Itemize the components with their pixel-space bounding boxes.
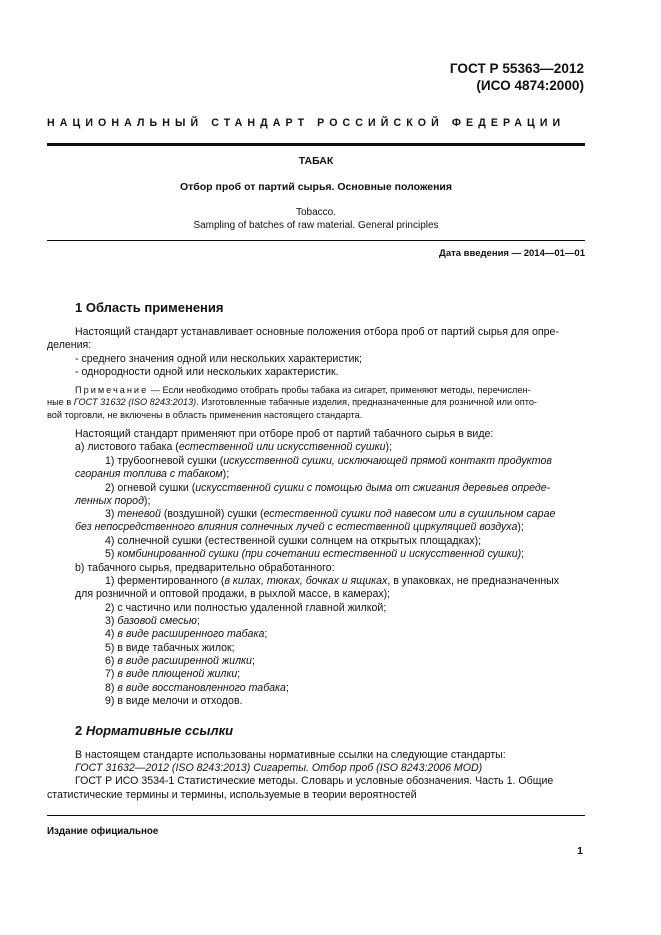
section-2-heading: 2 Нормативные ссылки bbox=[75, 723, 234, 738]
list-item-a2-continuation: ленных пород); bbox=[75, 495, 151, 507]
normative-reference-continuation: статистические термины и термины, используемые в теории вероятностей bbox=[47, 789, 417, 801]
list-item-b3: 3) базовой смесью; bbox=[105, 615, 200, 627]
note-text: вой торговли, не включены в область применения настоящего стандарта. bbox=[47, 409, 363, 420]
document-title: ТАБАК bbox=[298, 155, 334, 167]
english-title: Tobacco. bbox=[295, 207, 337, 218]
note-reference: ГОСТ 31632 (ISO 8243:2013) bbox=[73, 397, 197, 408]
official-edition-label: Издание официальное bbox=[47, 826, 159, 837]
note-label: Примечание bbox=[75, 385, 149, 395]
national-standard-heading: НАЦИОНАЛЬНЫЙ СТАНДАРТ РОССИЙСКОЙ ФЕДЕРАЦИИ bbox=[47, 117, 566, 129]
list-item-a3: 3) теневой (воздушной) сушки (естественной сушки под навесом или в сушильном сарае bbox=[105, 508, 556, 520]
list-item-b5: 5) в виде табачных жилок; bbox=[105, 642, 235, 654]
gost-number: ГОСТ Р 55363—2012 bbox=[449, 61, 584, 76]
iso-number: (ИСО 4874:2000) bbox=[476, 78, 584, 93]
list-item-b1-continuation: для розничной и оптовой продажи, в рыхлой массе, в камерах); bbox=[75, 588, 391, 600]
introduction-date: Дата введения — 2014—01—01 bbox=[439, 248, 585, 259]
paragraph-line: деления: bbox=[47, 339, 92, 352]
paragraph-line: Настоящий стандарт устанавливает основные положения отбора проб от партий сырья для опре- bbox=[75, 326, 559, 338]
list-item-b1: 1) ферментированного (в килах, тюках, бочках и ящиках, в упаковках, не предназначенных bbox=[105, 575, 560, 587]
normative-reference: ГОСТ 31632—2012 (ISO 8243:2013) Сигареты. Отбор проб (ISO 8243:2006 MOD) bbox=[75, 762, 483, 774]
section-2-paragraph-1: В настоящем стандарте использованы нормативные ссылки на следующие стандарты: bbox=[75, 749, 506, 761]
normative-reference: ГОСТ Р ИСО 3534-1 Статистические методы. Словарь и условные обозначения. Часть 1. Общие bbox=[75, 775, 554, 787]
title-rule bbox=[47, 240, 585, 241]
list-item-b8: 8) в виде восстановленного табака; bbox=[105, 682, 289, 694]
list-item: - однородности одной или нескольких характеристик. bbox=[75, 366, 339, 378]
note-text: . Изготовленные табачные изделия, предназначенные для розничной или опто- bbox=[196, 397, 537, 408]
list-item-b: b) табачного сырья, предварительно обработанного: bbox=[75, 562, 335, 574]
section-1-heading: 1 Область применения bbox=[75, 300, 224, 315]
list-item-a3-continuation: без непосредственного влияния солнечных лучей с естественной циркуляцией воздуха); bbox=[75, 521, 524, 533]
document-subtitle: Отбор проб от партий сырья. Основные положения bbox=[179, 181, 453, 193]
list-item-a1: 1) трубоогневой сушки (искусственной сушки, исключающей прямой контакт продуктов bbox=[105, 455, 552, 467]
list-item-a1-continuation: сгорания топлива с табаком); bbox=[75, 468, 230, 480]
section-1-paragraph-2: Настоящий стандарт применяют при отборе проб от партий табачного сырья в виде: bbox=[75, 428, 494, 440]
list-item-b9: 9) в виде мелочи и отходов. bbox=[105, 695, 243, 707]
note-text: — Если необходимо отобрать пробы табака из сигарет, применяют методы, перечислен- bbox=[148, 385, 531, 395]
list-item-b2: 2) с частично или полностью удаленной главной жилкой; bbox=[105, 602, 387, 614]
page-number: 1 bbox=[577, 845, 583, 857]
document-number-block bbox=[450, 60, 584, 94]
list-item-b7: 7) в виде плющеной жилки; bbox=[105, 668, 241, 680]
section-1-paragraph-1 bbox=[47, 326, 585, 353]
english-subtitle: Sampling of batches of raw material. General principles bbox=[193, 220, 439, 231]
list-item-a2: 2) огневой сушки (искусственной сушки с помощью дыма от сжигания деревьев опреде- bbox=[105, 482, 551, 494]
note bbox=[47, 384, 585, 421]
list-item-b6: 6) в виде расширенной жилки; bbox=[105, 655, 255, 667]
list-item-a4: 4) солнечной сушки (естественной сушки солнцем на открытых площадках); bbox=[105, 535, 482, 547]
footer-rule bbox=[47, 815, 585, 816]
list-item-a5: 5) комбинированной сушки (при сочетании естественной и искусственной сушки); bbox=[105, 548, 525, 560]
list-item-b4: 4) в виде расширенного табака; bbox=[105, 628, 268, 640]
note-text: ные в bbox=[47, 397, 74, 408]
list-item: - среднего значения одной или нескольких характеристик; bbox=[75, 353, 362, 365]
list-item-a: a) листового табака (естественной или искусственной сушки); bbox=[75, 441, 393, 453]
header-rule bbox=[47, 143, 585, 146]
